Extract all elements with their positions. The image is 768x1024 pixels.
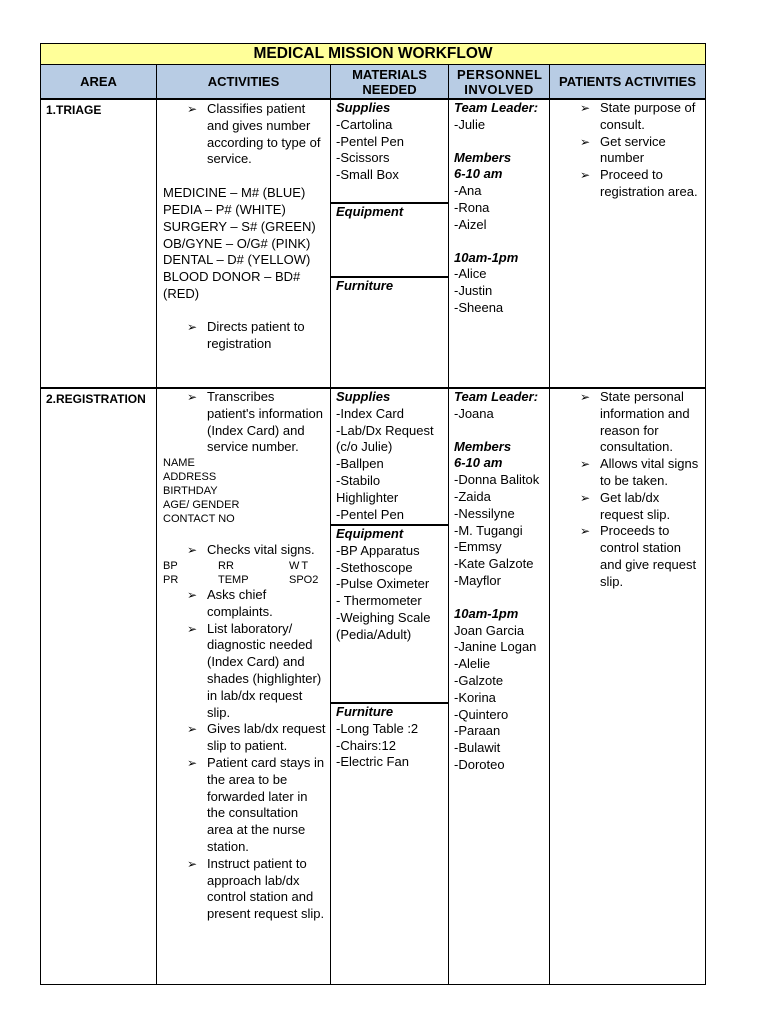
area-cell: 1.TRIAGE	[41, 99, 157, 388]
arrow-bullet-icon: ➢	[187, 543, 198, 558]
arrow-bullet-icon: ➢	[580, 168, 591, 183]
info-field: CONTACT NO	[163, 513, 235, 526]
arrow-bullet-icon: ➢	[187, 856, 198, 871]
list-item: ➢ Get service number	[580, 133, 666, 166]
list-item: -Bulawit	[454, 740, 501, 756]
patients-activities-cell	[550, 388, 706, 985]
page-title: MEDICAL MISSION WORKFLOW	[41, 44, 706, 65]
list-item: -Korina	[454, 689, 496, 705]
vitals-row: PR TEMP SPO2	[163, 573, 319, 586]
furniture-section: Furniture -Long Table :2 -Chairs:12 -Electric Fan	[331, 702, 448, 771]
arrow-bullet-icon: ➢	[580, 490, 591, 505]
arrow-bullet-icon: ➢	[580, 101, 591, 115]
supplies-section: Supplies -Index Card -Lab/Dx Request (c/o Julie) -Ballpen -Stabilo Highlighter -Pentel Pen	[336, 389, 434, 522]
list-item: -Aizel	[454, 216, 487, 232]
activities-cell	[157, 388, 331, 985]
workflow-document	[40, 43, 705, 985]
list-item: ➢ Checks vital signs.	[187, 542, 315, 558]
list-item: -Kate Galzote	[454, 556, 534, 572]
arrow-bullet-icon: ➢	[580, 524, 591, 539]
info-field: ADDRESS	[163, 471, 217, 484]
header-materials: MATERIALS NEEDED	[331, 65, 449, 100]
list-item: ➢ Proceed to registration area.	[580, 167, 698, 199]
materials-cell	[331, 99, 449, 388]
list-item: ➢ Proceeds to control station and give request slip.	[580, 523, 697, 589]
vitals-row: BP RR WT	[163, 559, 311, 572]
service-line: DENTAL – D# (YELLOW)	[163, 252, 311, 268]
arrow-bullet-icon: ➢	[580, 390, 591, 404]
list-item: -Alice	[454, 266, 487, 282]
materials-cell	[331, 388, 449, 985]
list-item: ➢ List laboratory/ diagnostic needed (Index Card) and shades (highlighter) in lab/dx request slip.	[187, 620, 322, 720]
patients-activities-cell	[550, 99, 706, 388]
list-item: ➢ Classifies patient and gives number according to type of service.	[187, 101, 321, 167]
list-item: -Sheena	[454, 299, 504, 315]
header-personnel: PERSONNEL INVOLVED	[449, 65, 550, 100]
list-item: -Galzote	[454, 672, 504, 688]
list-item: -Mayflor	[454, 572, 501, 588]
equipment-section: Equipment -BP Apparatus -Stethoscope -Pulse Oximeter - Thermometer -Weighing Scale (Pedia/Adult)	[331, 524, 448, 702]
info-field: AGE/ GENDER	[163, 499, 240, 512]
area-cell: 2.REGISTRATION	[41, 388, 157, 985]
list-item: -Quintero	[454, 706, 509, 722]
list-item: -Alelie	[454, 656, 491, 672]
list-item: ➢ Get lab/dx request slip.	[580, 489, 671, 522]
arrow-bullet-icon: ➢	[187, 621, 198, 636]
list-item: -Nessilyne	[454, 505, 515, 521]
arrow-bullet-icon: ➢	[187, 755, 198, 770]
arrow-bullet-icon: ➢	[187, 587, 198, 602]
equipment-section: Equipment	[331, 202, 448, 276]
list-item: ➢ Patient card stays in the area to be forwarded later in the consultation area at the nurse station.	[187, 754, 325, 854]
personnel-cell: Team Leader: -Joana Members 6-10 am -Donna Balitok -Zaida -Nessilyne -M. Tugangi -Emmsy -Kate Galzote -Mayflor 10am-1pm Joan Garcia -Janine Logan -Alelie -Galzote -Korina -Quintero -Paraan -Bulawit -Doroteo	[449, 388, 550, 985]
list-item: -Emmsy	[454, 539, 502, 555]
arrow-bullet-icon: ➢	[187, 319, 198, 334]
activities-cell	[157, 99, 331, 388]
arrow-bullet-icon: ➢	[187, 722, 198, 737]
header-activities: ACTIVITIES	[157, 65, 331, 100]
list-item: ➢ Asks chief complaints.	[187, 586, 273, 619]
list-item: Joan Garcia	[454, 622, 525, 638]
list-item: ➢ Directs patient to registration	[187, 318, 305, 351]
list-item: ➢ Instruct patient to approach lab/dx control station and present request slip.	[187, 855, 325, 922]
table-row	[41, 99, 706, 388]
list-item: -Justin	[454, 283, 493, 299]
header-area: AREA	[41, 65, 157, 100]
list-item: ➢ Gives lab/dx request slip to patient.	[187, 721, 326, 754]
list-item: -Rona	[454, 199, 490, 215]
service-line: BLOOD DONOR – BD#	[163, 269, 301, 285]
supplies-section: Supplies -Cartolina -Pentel Pen -Scissors -Small Box	[336, 100, 404, 183]
personnel-cell: Team Leader: -Julie Members 6-10 am -Ana -Rona -Aizel 10am-1pm -Alice -Justin -Sheena	[449, 99, 550, 388]
list-item: -Donna Balitok	[454, 472, 540, 488]
arrow-bullet-icon: ➢	[187, 102, 198, 116]
service-line: (RED)	[163, 285, 200, 301]
list-item: ➢ Allows vital signs to be taken.	[580, 456, 699, 488]
info-field: BIRTHDAY	[163, 485, 218, 498]
header-patients-activities: PATIENTS ACTIVITIES	[550, 65, 706, 100]
list-item: -M. Tugangi	[454, 522, 523, 538]
list-item: ➢ State personal information and reason for consultation.	[580, 389, 690, 455]
service-line: SURGERY – S# (GREEN)	[163, 218, 316, 234]
list-item: ➢ Transcribes patient's information (Index Card) and service number.	[187, 389, 323, 455]
service-line: OB/GYNE – O/G# (PINK)	[163, 235, 311, 251]
service-line: MEDICINE – M# (BLUE)	[163, 185, 306, 201]
workflow-table	[40, 43, 706, 985]
service-line: PEDIA – P# (WHITE)	[163, 201, 286, 217]
list-item: -Janine Logan	[454, 639, 537, 655]
list-item: -Ana	[454, 183, 482, 199]
list-item: ➢ State purpose of consult.	[580, 100, 696, 132]
info-field: NAME	[163, 457, 195, 470]
arrow-bullet-icon: ➢	[580, 457, 591, 472]
list-item: -Zaida	[454, 488, 491, 504]
table-row	[41, 388, 706, 985]
arrow-bullet-icon: ➢	[580, 134, 591, 149]
list-item: -Doroteo	[454, 756, 505, 772]
list-item: -Paraan	[454, 723, 501, 739]
arrow-bullet-icon: ➢	[187, 390, 198, 404]
furniture-section: Furniture	[331, 276, 448, 295]
